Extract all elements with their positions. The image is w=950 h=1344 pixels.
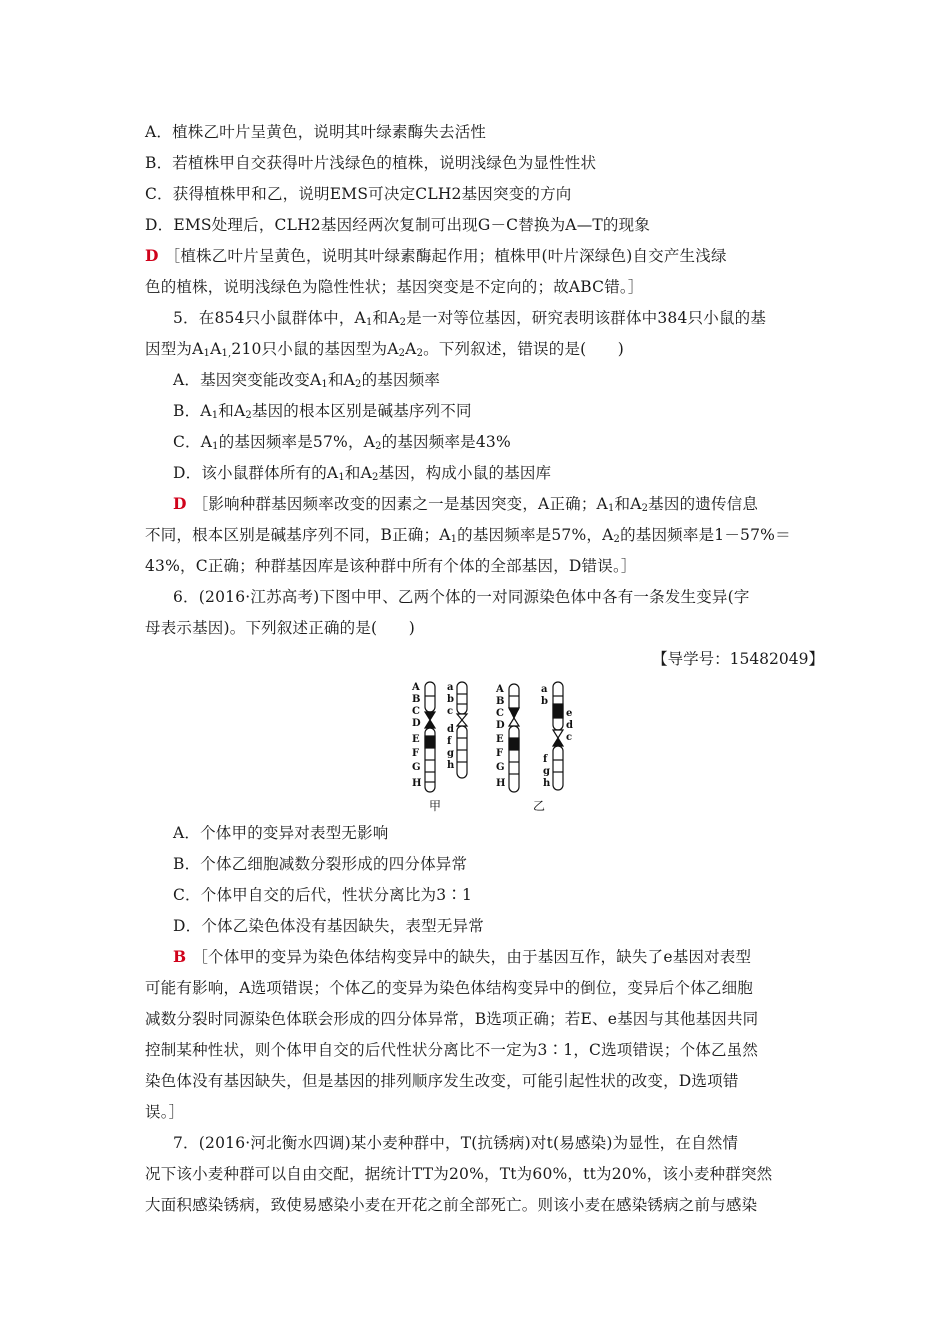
svg-text:C: C [412, 706, 420, 717]
svg-text:a: a [447, 682, 454, 693]
q4-answer: D [145, 246, 159, 265]
svg-text:F: F [496, 748, 504, 759]
q5-option-c: C．$A_1$的基因频率是57%，$A_2$的基因频率是43% [173, 433, 511, 452]
svg-text:e: e [566, 708, 573, 719]
q7-stem-line-1: 7．(2016·河北衡水四调)某小麦种群中，T(抗锈病)对t(易感染)为显性，在自然情 [173, 1134, 739, 1152]
svg-text:f: f [447, 736, 452, 747]
jia-label: 甲 [429, 799, 442, 813]
chromosome-figure [405, 676, 575, 816]
q4-option-c: C．获得植株甲和乙，说明EMS可决定CLH2基因突变的方向 [145, 185, 572, 203]
q5-answer: D [173, 494, 187, 513]
yi-left-chromosome [509, 684, 519, 792]
q5-explanation-line-3: 43%，C正确；种群基因库是该种群中所有个体的全部基因，D错误。］ [145, 557, 637, 575]
q7-stem-line-2: 况下该小麦种群可以自由交配，据统计TT为20%，Tt为60%，tt为20%，该小麦种群突然 [145, 1165, 773, 1183]
q6-stem-line-2: 母表示基因)。下列叙述正确的是( ) [145, 619, 415, 637]
jia-right-gene-labels [447, 682, 455, 771]
svg-text:G: G [412, 762, 421, 773]
q5-stem-line-1: 5．在854只小鼠群体中，$A_1$和$A_2$是一对等位基因，研究表明该群体中384只小鼠的基 [173, 309, 767, 328]
guide-number: 【导学号：15482049】 [652, 650, 824, 668]
svg-text:E: E [412, 734, 420, 745]
q5-option-d: D．该小鼠群体所有的$A_1$和$A_2$基因，构成小鼠的基因库 [173, 464, 552, 483]
q6-option-d: D．个体乙染色体没有基因缺失，表型无异常 [173, 917, 484, 935]
svg-text:A: A [496, 684, 504, 695]
jia-left-gene-labels [411, 682, 421, 789]
q5-option-a: A．基因突变能改变$A_1$和$A_2$的基因频率 [173, 371, 441, 390]
q4-option-a: A．植株乙叶片呈黄色，说明其叶绿素酶失去活性 [145, 123, 487, 141]
svg-text:f: f [543, 754, 548, 765]
q4-option-b: B．若植株甲自交获得叶片浅绿色的植株，说明浅绿色为显性性状 [145, 154, 597, 172]
svg-text:c: c [566, 732, 573, 743]
q6-option-b: B．个体乙细胞减数分裂形成的四分体异常 [173, 855, 468, 873]
svg-text:G: G [496, 762, 505, 773]
svg-text:B: B [496, 696, 505, 707]
q5-option-b: B．$A_1$和$A_2$基因的根本区别是碱基序列不同 [173, 402, 472, 421]
svg-text:D: D [496, 720, 505, 731]
svg-text:a: a [541, 684, 548, 695]
q6-explanation-line-4: 控制某种性状，则个体甲自交的后代性状分离比不一定为3∶1，C选项错误；个体乙虽然 [145, 1041, 759, 1059]
q7-stem-line-3: 大面积感染锈病，致使易感染小麦在开花之前全部死亡。则该小麦在感染锈病之前与感染 [145, 1196, 758, 1214]
chromosome-diagram [405, 676, 575, 816]
jia-right-chromosome [457, 682, 467, 778]
yi-left-gene-labels [495, 684, 505, 789]
svg-text:B: B [412, 694, 421, 705]
svg-text:E: E [496, 734, 504, 745]
svg-text:b: b [447, 694, 454, 705]
q6-option-a: A．个体甲的变异对表型无影响 [173, 824, 389, 842]
svg-text:c: c [447, 706, 454, 717]
svg-text:F: F [412, 748, 420, 759]
q6-explanation-line-6: 误。］ [145, 1103, 185, 1121]
q5-stem-line-2: 因型为$A_1A_{1,}210$只小鼠的基因型为$A_2A_2$。下列叙述，错误的是( ) [145, 340, 625, 359]
svg-text:g: g [447, 748, 454, 759]
svg-text:h: h [447, 760, 455, 771]
jia-left-chromosome [425, 682, 435, 792]
yi-label: 乙 [533, 799, 546, 813]
svg-text:b: b [541, 696, 548, 707]
q5-explanation-line-1: D ［影响种群基因频率改变的因素之一是基因突变，A正确；$A_1$和$A_2$基因的遗传信息 [173, 494, 759, 514]
svg-text:g: g [543, 766, 550, 777]
svg-text:H: H [412, 778, 422, 789]
svg-text:h: h [543, 778, 551, 789]
q6-explanation-line-1: B ［个体甲的变异为染色体结构变异中的缺失，由于基因互作，缺失了e基因对表型 [173, 947, 752, 966]
q6-explanation-line-5: 染色体没有基因缺失，但是基因的排列顺序发生改变，可能引起性状的改变，D选项错 [145, 1072, 739, 1090]
svg-text:H: H [496, 778, 506, 789]
q6-option-c: C．个体甲自交的后代，性状分离比为3∶1 [173, 886, 473, 904]
svg-text:D: D [412, 718, 421, 729]
svg-text:d: d [447, 724, 454, 735]
q6-answer: B [173, 947, 187, 966]
q5-explanation-line-2: 不同，根本区别是碱基序列不同，B正确；$A_1$的基因频率是57%，$A_2$的基因频率是1－57%＝ [145, 526, 791, 545]
svg-text:C: C [496, 708, 504, 719]
svg-text:d: d [566, 720, 573, 731]
q4-explanation-line-1: D ［植株乙叶片呈黄色，说明其叶绿素酶起作用；植株甲(叶片深绿色)自交产生浅绿 [145, 246, 727, 265]
q6-explanation-line-3: 减数分裂时同源染色体联会形成的四分体异常，B选项正确；若E、e基因与其他基因共同 [145, 1010, 759, 1028]
q6-stem-line-1: 6．(2016·江苏高考)下图中甲、乙两个体的一对同源染色体中各有一条发生变异(字 [173, 588, 750, 606]
yi-right-chromosome [553, 682, 563, 790]
q4-explanation-line-2: 色的植株，说明浅绿色为隐性性状；基因突变是不定向的；故ABC错。］ [145, 278, 644, 296]
q4-option-d: D．EMS处理后，CLH2基因经两次复制可出现G－C替换为A—T的现象 [145, 216, 651, 234]
q6-explanation-line-2: 可能有影响，A选项错误；个体乙的变异为染色体结构变异中的倒位，变异后个体乙细胞 [145, 979, 753, 997]
svg-text:A: A [412, 682, 420, 693]
